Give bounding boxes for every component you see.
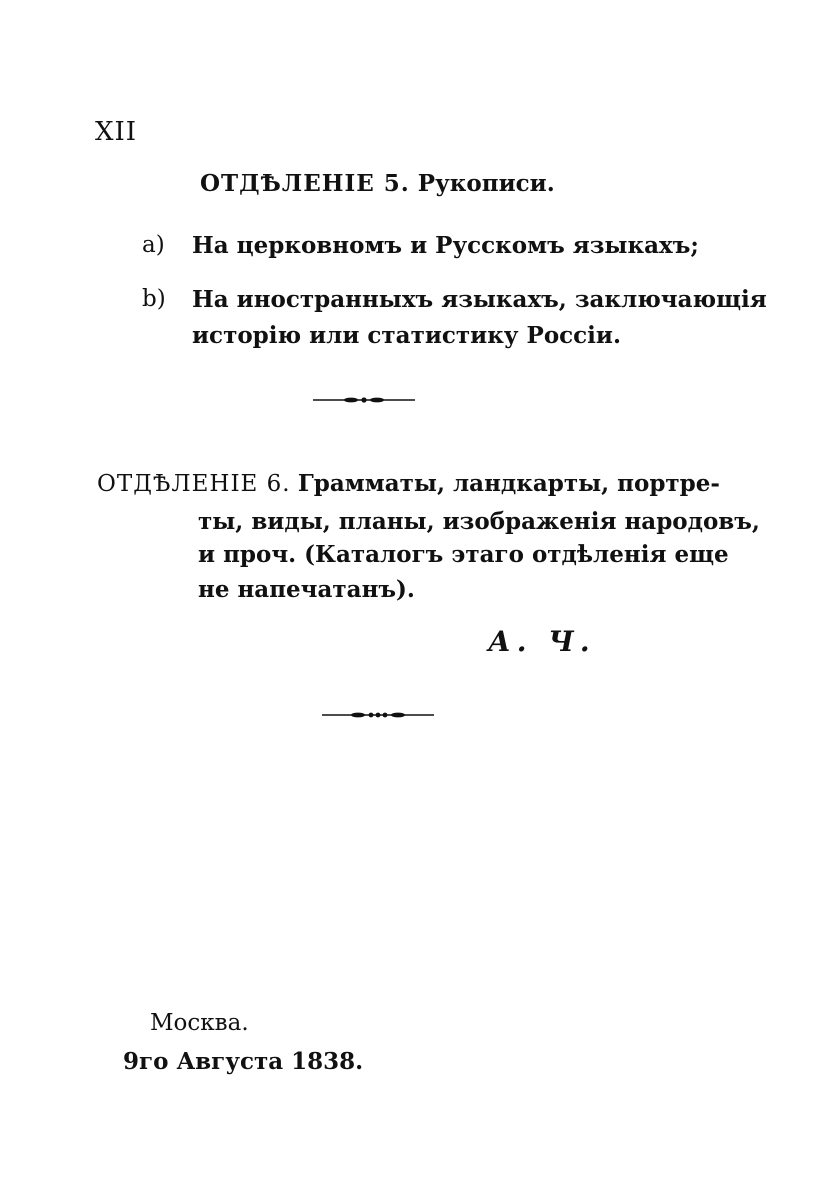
place-of-publication: Москва.	[150, 1010, 249, 1036]
item-b-text-line-2: исторію или статистику Россіи.	[192, 322, 621, 349]
section-5-heading	[200, 170, 555, 197]
page-number: XII	[95, 117, 138, 147]
section-6-heading	[97, 470, 720, 497]
section-5-title: ОТДѢЛЕНІЕ 5.	[200, 170, 410, 197]
publication-date: 9го Августа 1838.	[123, 1048, 364, 1075]
section-6-line-3: и проч. (Каталогъ этаго отдѣленія еще	[198, 541, 729, 568]
section-5-subject: Рукописи.	[417, 170, 555, 197]
item-b-marker: b)	[142, 286, 166, 312]
section-6-line-4: не напечатанъ).	[198, 576, 415, 603]
item-b-text-line-1: На иностранныхъ языкахъ, заключающія	[192, 286, 767, 313]
item-a-marker: a)	[142, 232, 165, 258]
item-a-text: На церковномъ и Русскомъ языкахъ;	[192, 232, 699, 259]
section-6-line-2: ты, виды, планы, изображенія народовъ,	[198, 508, 760, 535]
section-6-title: ОТДѢЛЕНІЕ 6.	[97, 471, 291, 497]
ornament-divider	[322, 711, 434, 719]
section-6-line-1: Граммaты, ландкарты, портре-	[297, 470, 720, 497]
ornament-divider	[313, 396, 415, 404]
signature: А. Ч.	[488, 625, 596, 658]
